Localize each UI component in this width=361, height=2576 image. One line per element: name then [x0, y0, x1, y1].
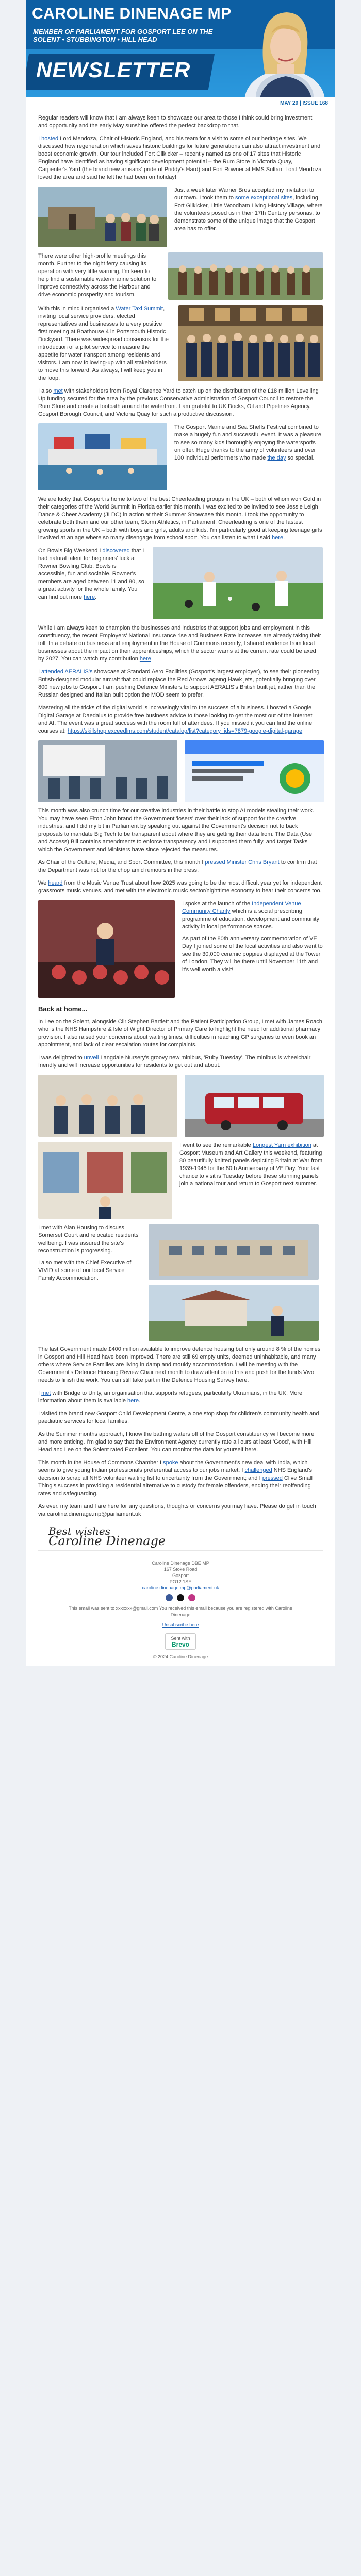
copyright: © 2024 Caroline Dinenage [153, 1654, 208, 1659]
royal-clarence-text-b: with stakeholders from Royal Clarence Yard to catch up on the distribution of the £18 million Levelling Up funding secured for the area by the previous Conservative administration of Gosport Council to restore the Rum Store and create a footpath around the waterfront. I am grateful to UK Docks, Oil and Pipelines Agency, Gosport Borough Council, and Victoria Quay for such a productive discussion. [38, 388, 319, 417]
festival-text-a: The Gosport Marine and Sea Sheffs Festival combined to make a hugely fun and successful event. It was a pleasure to see so many kids thoroughly enjoying the watersports on offer. Huge thanks to the army of volunteers and over 100 individual performers who made [174, 424, 321, 461]
cheerleading-text-end: . [283, 535, 285, 541]
water-taxi-text-b: , inviting local service providers, elected representatives and businesses to a very positive first meeting at Boathouse 4 in Portsmouth Historic Dockyard. There was widespread consensus for the introduction of a pilot service to measure the appetite for water transport among residents and visitors. I am now following-up with all stakeholders to move this forward. As always, I will keep you in the loop. [38, 306, 169, 381]
water-taxi-section [38, 305, 323, 382]
bowls-section [38, 547, 323, 619]
festival-photo [38, 423, 167, 490]
hosted-link[interactable]: I hosted [38, 135, 59, 142]
minibus-paragraph [38, 1054, 323, 1070]
housing-text [38, 1224, 141, 1341]
brevo-badge[interactable] [165, 1633, 195, 1650]
bowls-photo-art [153, 547, 323, 619]
royal-clarence-text-a: I also [38, 388, 54, 394]
minibus-text-a: I was delighted to [38, 1055, 84, 1061]
mp-portrait-image [243, 3, 326, 104]
community-charity-text [182, 900, 323, 998]
contribution-here-link[interactable]: here [139, 656, 151, 662]
intro-paragraph-2 [38, 135, 323, 181]
minibus-photo [185, 1075, 324, 1137]
tour-text-b: , including Fort Gilkicker, Little Woodham Living History Village, where the volunteers posed us in their 17th Century personas, to demonstrate some of the unique image that the Gosport area has to offer. [174, 195, 323, 232]
festival-text [174, 423, 323, 490]
digital-garage-paragraph [38, 704, 323, 735]
commons-paragraph [38, 1459, 323, 1498]
pressed-minister-link[interactable]: pressed Minister Chris Bryant [205, 859, 280, 866]
issue-date: MAY 29 | ISSUE 168 [280, 100, 328, 106]
digital-garage-event-photo-art [38, 740, 177, 802]
commons-text-d: Clive Small Thing's success in providing a residential alternative to custody for female offenders, ending their reoffending rates and safeguarding. [38, 1475, 313, 1497]
bowls-discovered-link[interactable]: discovered [102, 548, 130, 554]
water-taxi-summit-link[interactable]: Water Taxi Summit [116, 306, 163, 312]
charity-text-b: which is a social prescribing programme of education, development and community activity in local performance spaces. [182, 908, 319, 930]
newsletter-email [26, 0, 335, 1666]
venue-charity-link[interactable]: Independent Venue Community Charity [182, 901, 301, 914]
longest-yarn-link[interactable]: Longest Yarn exhibition [252, 1142, 311, 1148]
spoke-link[interactable]: spoke [163, 1460, 178, 1466]
bowls-photo [153, 547, 323, 619]
commons-text-c: NHS England's decision to scrap all NHS volunteer waiting list to uncertainty from the Government; and I [38, 1467, 313, 1481]
footer-divider [38, 1550, 323, 1551]
minibus-text-b: Langdale Nursery's groovy new minibus, 'Ruby Tuesday'. The minibus is wheelchair friendly and will increase opportunities for residents to get out and about. [38, 1055, 311, 1069]
cms-committee-paragraph [38, 859, 323, 874]
exceptional-sites-link[interactable]: some exceptional sites [235, 195, 293, 201]
exhibition-text-a: I went to see the remarkable [179, 1142, 253, 1148]
google-skillshop-link[interactable]: https://skillshop.exceedlms.com/student/catalog/list?category_ids=7879-google-digital-garage [67, 728, 303, 734]
footer-email [38, 1585, 323, 1591]
cheerleading-text: We are lucky that Gosport is home to two of the best Cheerleading groups in the UK – both of whom won Gold in their categories of the World Summit in Florida earlier this month. I was excited to be invited to see Jessie Leigh Dance & Cheer Academy (JLDC) in action at their Summer Showcase this month. I took the opportunity to celebrate both them and our other team, Storm Athletics, in Parliament. Cheerleading is one of the fastest growing sports in the UK – both with boys and girls, adults and kids. I'm particularly good at keeping teenage girls involved at an age where so many disengage from school sport. You can listen to what I said [38, 496, 322, 541]
living-history-photo-art [168, 252, 323, 300]
water-taxi-summit-photo-art [178, 305, 323, 381]
charity-launch-paragraph [182, 900, 323, 931]
community-charity-photo [38, 900, 175, 998]
footer-email-link[interactable]: caroline.dinenage.mp@parliament.uk [142, 1585, 219, 1590]
mp-name-title: CAROLINE DINENAGE MP [32, 5, 232, 22]
cheerleading-paragraph [38, 496, 323, 542]
somerset-court-photo [149, 1224, 319, 1280]
newsletter-banner-title: NEWSLETTER [36, 58, 191, 82]
digital-garage-photos [38, 740, 323, 802]
bridge-met-link[interactable]: met [41, 1390, 51, 1396]
water-taxi-text [38, 305, 171, 382]
intro-paragraph-2-text: Lord Mendoza, Chair of Historic England, and his team for a visit to some of our heritage sites. We discussed how regeneration which saves historic buildings for future generations can also attract investment and boost economic growth. Our tour included Fort Gilkicker – recently named as one of 17 sites that Historic England have identified as having significant development potential – the Rum Store in Victoria Quay, Carpenter's Yard (the brand new artisans' pride of Priddy's Hard) and Fort Rowner at HMS Sultan. Lord Mendoza loved the area and said he felt he had been on holiday! [38, 135, 322, 180]
signature: Caroline Dinenage [48, 1534, 166, 1548]
bridge-to-unity-paragraph [38, 1389, 323, 1405]
heritage-tour-photo-art [38, 187, 167, 247]
digital-garage-poster [185, 740, 324, 802]
aeralis-paragraph [38, 668, 323, 699]
bridge-text-a: I [38, 1390, 42, 1396]
cheerleading-here-link[interactable]: here [272, 535, 284, 541]
water-taxi-summit-photo [178, 305, 323, 381]
intro-paragraph-1: Regular readers will know that I am always keen to showcase our area to those I think could bring investment and opportunity and the early May sunshine offered the perfect backdrop to that. [38, 115, 313, 129]
longest-yarn-photo-art [38, 1142, 172, 1219]
newsletter-body [26, 108, 335, 1666]
tour-section [38, 187, 323, 247]
community-charity-section [38, 900, 323, 998]
bowls-text-b: that I had natural talent for beginners' luck at Rowner Bowling Club. Bowls is accessible, fun and sociable. Rowner's members are aged between 11 and 80, so a great activity for the whole family. You can find out more [38, 548, 144, 600]
unsubscribe-link[interactable]: Unsubscribe here [162, 1622, 199, 1628]
small-biz-p1-text: While I am always keen to champion the businesses and industries that support jobs and employment in this constituency, the recent Employers' National Insurance rise and Business Rate increases are already taking their toll. In a debate on business and employment in the House of Commons recently, I shared evidence from local businesses about the impact on their apprenticeships, which the sector warns at the current rate could be axed by 2027. You can watch my contribution [38, 625, 321, 662]
digital-garage-event-photo [38, 740, 177, 802]
exhibition-section [38, 1142, 323, 1219]
instagram-icon[interactable] [188, 1594, 195, 1601]
vivid-paragraph: I also met with the Chief Executive of VIVID at some of our local Service Family Accommodation. [38, 1260, 132, 1281]
digital-garage-text: Mastering all the tricks of the digital world is increasingly vital to the success of a business. I hosted a Google Digital Garage at Daedalus to provide free business advice to those looking to get the most out of the internet and AI. The event was a great success with the room full of attendees. If you missed it you can find the online courses at: [38, 705, 313, 734]
brevo-sent-with: Sent with [171, 1636, 190, 1641]
charity-text-a: I spoke at the launch of the [182, 901, 252, 907]
community-charity-photo-art [38, 900, 175, 998]
commons-text-a: This month in the House of Commons Chamber I [38, 1460, 163, 1466]
aeralis-text-a: I [38, 669, 42, 675]
housing-section [38, 1224, 323, 1341]
contact-paragraph: As ever, my team and I are here for any questions, thoughts or concerns you may have. Please do get in touch via caroline.dinenage.mp@parliament.uk [38, 1503, 316, 1517]
aeralis-text-b: showcase at Standard Aero Facilities (Gosport's largest employer), to see their pioneering British-designed modular aircraft that could replace the Red Arrows' ageing Hawk jets, potentially bringing over 800 new jobs to Gosport. I am pushing Defence Ministers to support AERALIS's British built jet, rather than the Russian designed and Italian built option the MOD seem to prefer. [38, 669, 320, 698]
signature-block [48, 1525, 323, 1548]
footer-disclaimer: This email was sent to xxxxxxx@gmail.com You received this email because you are registered with Caroline Dinenage [69, 1606, 292, 1617]
minibus-photo-art [185, 1075, 324, 1137]
back-home-heading: Back at home... [38, 1005, 88, 1013]
pharmacy-meeting-photo [38, 1075, 177, 1137]
bridge-here-link[interactable]: here [127, 1398, 139, 1404]
night-ferry-text: There were other high-profile meetings this month. Further to the night ferry causing its operation with very little warning, I'm keen to help find a sustainable water/marine solution to improve connectivity across the Harbour and drive economic prosperity and tourism. [38, 253, 157, 298]
festival-photo-art [38, 423, 167, 490]
footer-org: Caroline Dinenage DBE MP [152, 1561, 209, 1566]
living-history-photo [168, 252, 323, 300]
brevo-name: Brevo [171, 1641, 189, 1648]
bridge-text-c: . [139, 1398, 141, 1404]
bridge-text-b: with Bridge to Unity, an organisation that supports refugees, particularly Ukrainians, in the UK. More information about them is available [38, 1390, 303, 1404]
social-icons [38, 1594, 323, 1601]
small-biz-p1-end: . [151, 656, 153, 662]
somerset-court-paragraph: I met with Alan Housing to discuss Somerset Court and relocated residents' wellbeing. I was assured the site's reconstruction is progressing. [38, 1225, 140, 1254]
exhibition-text-b: at Gosport Museum and Art Gallery this weekend, featuring 80 beautifully knitted panels depicting Britain at War from 1939-1945 for the 80th Anniversary of VE Day. Your last chance to visit is Tuesday before these stunning panels join a national tour and return to Gosport next summer. [179, 1142, 323, 1187]
bowls-text [38, 547, 145, 619]
unveil-link[interactable]: unveil [84, 1055, 99, 1061]
festival-text-b: so special. [286, 455, 315, 461]
cms-text-b: to confirm that the Department was not for the chop amid rumours in the press. [38, 859, 317, 873]
longest-yarn-photo [38, 1142, 172, 1219]
royal-clarence-paragraph [38, 387, 323, 418]
digital-garage-poster-art [185, 740, 324, 802]
cms-text-a: As Chair of the Culture, Media, and Sport Committee, this month I [38, 859, 205, 866]
signoff-line: Best wishes [48, 1525, 110, 1537]
mp-role-subtitle: MEMBER OF PARLIAMENT FOR GOSPORT LEE ON THE SOLENT • STUBBINGTON • HILL HEAD [33, 28, 213, 43]
creative-industries-paragraph: This month was also crunch time for our creative industries in their battle to stop AI models stealing their work. You may have seen Elton John brand the Government 'losers' over their lack of support for the creative industries, and I did my bit in Parliament by speaking out against the Government's decision not to back proposals to mandate Big Tech to be transparent about where they are getting their data from. The Data (Use and Access) Bill contains amendments to enforce transparency and I supported them fully, and target Tasks which the Government and Ministers have since rejected the measures. [38, 808, 314, 853]
challenged-link[interactable]: challenged [244, 1467, 272, 1473]
music-venue-paragraph [38, 879, 323, 895]
bowls-here-link[interactable]: here [84, 594, 95, 600]
ve-day-paragraph: As part of the 80th anniversary commemoration of VE Day I joined some of the local activities and also went to see the 30,000 ceramic poppies displayed at the Tower of London. They will be there until November 11th and it's well worth a visit! [182, 936, 323, 973]
pharmacy-meeting-photo-art [38, 1075, 177, 1137]
service-housing-photo-art [149, 1285, 319, 1341]
unsubscribe [38, 1622, 323, 1628]
tour-text [174, 187, 323, 247]
x-icon[interactable] [177, 1594, 184, 1601]
bowls-text-c: . [95, 594, 97, 600]
footer-address-2: Gosport [172, 1573, 189, 1578]
pressed-link[interactable]: pressed [262, 1475, 283, 1481]
heritage-tour-photo [38, 187, 167, 247]
water-taxi-text-a: With this in mind I organised a [38, 306, 116, 312]
music-text-a: We [38, 880, 48, 886]
royal-clarence-met-link[interactable]: met [53, 388, 63, 394]
newsletter-header [26, 0, 335, 108]
child-development-paragraph: I visited the brand new Gosport Child Development Centre, a one stop shop for children's community health and paediatric services for local families. [38, 1411, 319, 1425]
defence-housing-paragraph: The last Government made £400 million available to improve defence housing but only around 8 % of the homes in Gosport and Hill Head have been improved. There are still 69 empty units, deemed uninhabitable, and many others where Service Families are living in damp and mouldy accommodation. I will be meeting with the Government's Defence Housing Review Chair next month to draw attention to this and push for the funds Vivo needs to finish the work. You can still take part in the Defence Housing Survey here. [38, 1346, 321, 1383]
pharmacy-paragraph: In Lee on the Solent, alongside Cllr Stephen Bartlett and the Patient Participation Group, I met with James Roach who is the NHS Hampshire & Isle of Wight Director of Primary Care to highlight the need for additional pharmacy provision. I also raised your concerns about waiting times, difficulties in reaching GP surgeries to even book an appointment, and lack of clear escalation routes for complaints. [38, 1019, 322, 1048]
footer [38, 1555, 323, 1666]
tour-text-a: Just a week later Warner Bros accepted my invitation to our town. I took them to [174, 187, 315, 201]
commons-text-b: about the Government's new deal with India, which seems to give young Indian professionals preferential access to our jobs market. I [38, 1460, 308, 1473]
music-text-b: from the Music Venue Trust about how 2025 was going to be the most difficult year yet for independent grassroots music venues, and met with the electronic music sector/nighttime economy to hear their concerns too. [38, 880, 322, 894]
brevo-badge-wrap [38, 1633, 323, 1650]
exhibition-text [179, 1142, 323, 1219]
heard-link[interactable]: heard [48, 880, 63, 886]
small-business-paragraph-1 [38, 624, 323, 663]
housing-photos [149, 1224, 319, 1341]
aeralis-link[interactable]: attended AERALIS's [41, 669, 93, 675]
somerset-court-photo-art [149, 1224, 319, 1280]
home-photos-row [38, 1075, 323, 1137]
facebook-icon[interactable] [166, 1594, 173, 1601]
footer-address-3: PO12 1SE [169, 1579, 192, 1584]
night-ferry-section [38, 252, 323, 300]
bowls-text-a: On Bowls Big Weekend I [38, 548, 103, 554]
service-housing-photo [149, 1285, 319, 1341]
footer-address-1: 167 Stoke Road [163, 1567, 198, 1572]
festival-section [38, 423, 323, 490]
festival-day-link[interactable]: the day [267, 455, 286, 461]
bathing-waters-paragraph: As the Summer months approach, I know the bathing waters off of the Gosport constituency will become more and more enticing. I'm glad to say that the Environment Agency currently rate all ours at least 'Good', with Hill Head and Lee on the Solent rated Excellent. You can monitor the data for yourself here. [38, 1431, 315, 1453]
